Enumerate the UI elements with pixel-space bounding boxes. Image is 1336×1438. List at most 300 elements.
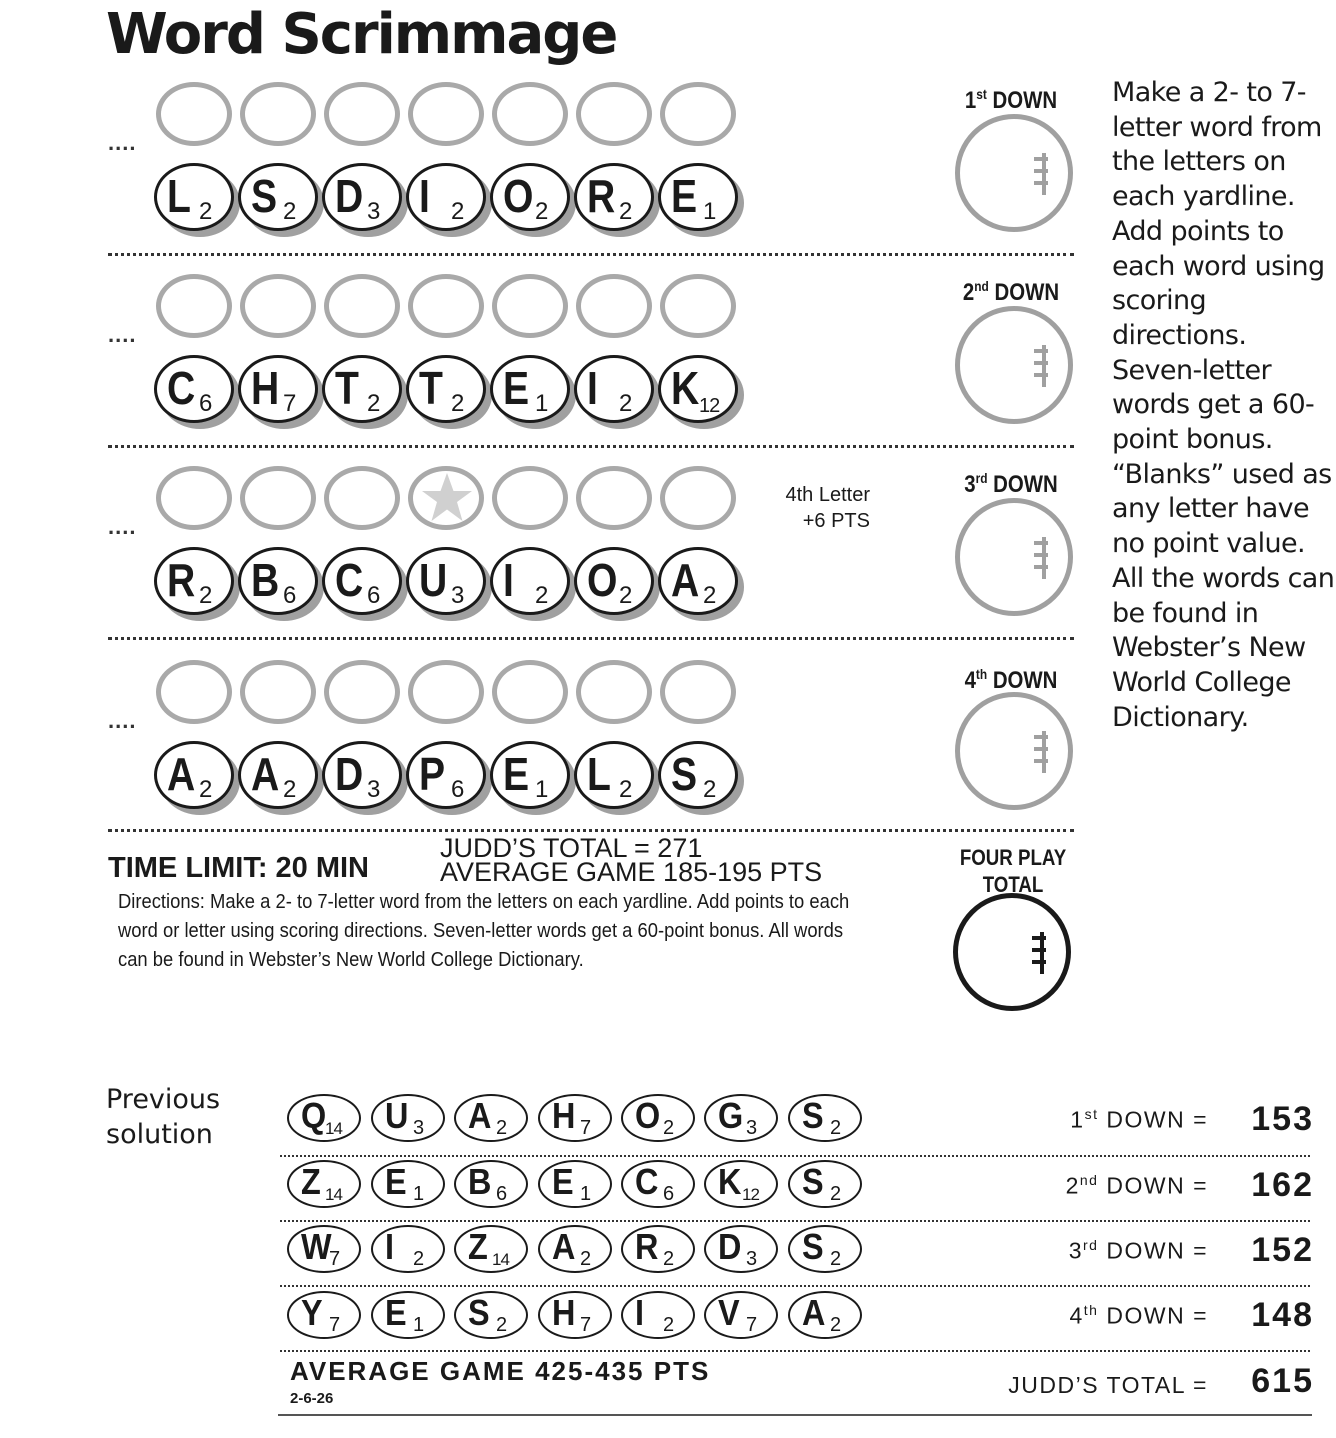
down-word: DOWN = (1098, 1237, 1208, 1264)
down-word: DOWN (986, 87, 1058, 114)
tile-value: 2 (451, 198, 465, 225)
letter-tile (574, 741, 654, 809)
tile-face (406, 741, 486, 809)
solution-tile (538, 1094, 612, 1142)
down-word: DOWN (988, 279, 1060, 306)
tile-letter: I (503, 554, 514, 606)
tile-value: 14 (325, 1119, 342, 1138)
tile-letter: A (251, 748, 280, 800)
letter-tile (238, 741, 318, 809)
solution-down-score: 148 (1251, 1296, 1314, 1334)
yardline-divider (108, 445, 1074, 448)
tile-value: 2 (619, 582, 633, 609)
down-suffix: st (1084, 1106, 1099, 1122)
letter-tile (406, 547, 486, 615)
row-leader: .... (108, 130, 137, 155)
tile-value: 2 (830, 1183, 842, 1205)
tile-face (238, 355, 318, 423)
tile-value: 14 (492, 1250, 509, 1269)
tile-letter: I (385, 1226, 395, 1267)
letter-tile (658, 163, 738, 231)
letter-tile (490, 547, 570, 615)
solution-tile (287, 1094, 361, 1142)
tile-letter: R (635, 1226, 659, 1267)
answer-blank[interactable] (408, 660, 484, 724)
football-laces-icon (1040, 932, 1052, 974)
bottom-rule (278, 1414, 1312, 1416)
puzzle-date: 2-6-26 (290, 1390, 334, 1407)
solution-tile (621, 1225, 695, 1273)
solution-tile (287, 1291, 361, 1339)
tile-face (490, 741, 570, 809)
down-label (956, 666, 1067, 695)
down-label (956, 86, 1067, 115)
tile-face (658, 163, 738, 231)
solution-tile (454, 1225, 528, 1273)
tile-letter: B (251, 554, 280, 606)
solution-down-score: 153 (1251, 1100, 1314, 1138)
tile-face (658, 355, 738, 423)
page-title: Word Scrimmage (106, 2, 617, 67)
tile-letter: I (635, 1292, 645, 1333)
tile-value: 7 (580, 1117, 592, 1139)
solution-tile (538, 1291, 612, 1339)
solution-tile (538, 1225, 612, 1273)
solution-tile (704, 1291, 778, 1339)
tile-face (154, 355, 234, 423)
tile-value: 2 (413, 1248, 425, 1270)
tile-value: 2 (199, 198, 213, 225)
tile-face (238, 163, 318, 231)
down-suffix: rd (1083, 1237, 1099, 1253)
tile-face (154, 163, 234, 231)
solution-tile (454, 1291, 528, 1339)
tile-letter: R (167, 554, 196, 606)
four-play-line-1: FOUR PLAY (959, 845, 1067, 870)
answer-blank[interactable] (240, 82, 316, 146)
down-word: DOWN = (1098, 1172, 1208, 1199)
tile-value: 12 (742, 1185, 759, 1204)
tile-face (322, 547, 402, 615)
tile-value: 1 (580, 1183, 592, 1205)
tile-value: 2 (619, 390, 633, 417)
tile-face (406, 355, 486, 423)
letter-tile (406, 741, 486, 809)
letter-tile (490, 355, 570, 423)
answer-blank[interactable] (156, 466, 232, 530)
tile-letter: C (335, 554, 364, 606)
letter-tile (490, 741, 570, 809)
judd-total-previous-value: 615 (1251, 1362, 1314, 1400)
down-word: DOWN (987, 667, 1058, 694)
answer-blank[interactable] (156, 274, 232, 338)
down-score-football[interactable] (955, 114, 1073, 232)
bonus-line-1: 4th Letter (785, 484, 870, 506)
tile-value: 14 (325, 1185, 342, 1204)
tile-face (574, 355, 654, 423)
average-game-previous: AVERAGE GAME 425-435 PTS (290, 1356, 711, 1386)
letter-tile (154, 355, 234, 423)
solution-down-score: 152 (1251, 1231, 1314, 1269)
down-suffix: th (1083, 1302, 1099, 1318)
tile-letter: A (468, 1095, 492, 1136)
answer-blank[interactable] (576, 466, 652, 530)
tile-letter: S (802, 1095, 824, 1136)
letter-tile (406, 163, 486, 231)
letter-tile (574, 163, 654, 231)
down-suffix: nd (974, 278, 989, 294)
tile-letter: L (587, 748, 611, 800)
answer-blank[interactable] (576, 660, 652, 724)
down-suffix: st (976, 86, 987, 102)
answer-blank[interactable] (492, 466, 568, 530)
tile-value: 2 (496, 1314, 508, 1336)
tile-face (490, 163, 570, 231)
tile-face (406, 547, 486, 615)
solution-down-label (960, 1302, 1208, 1330)
answer-blank[interactable] (660, 660, 736, 724)
row-leader: .... (108, 322, 137, 347)
letter-tile (322, 355, 402, 423)
tile-value: 2 (535, 582, 549, 609)
tile-face (574, 547, 654, 615)
tile-value: 2 (619, 776, 633, 803)
tile-value: 3 (746, 1117, 758, 1139)
answer-blank[interactable] (324, 82, 400, 146)
answer-blank[interactable] (492, 82, 568, 146)
tile-letter: Z (468, 1226, 488, 1267)
answer-blank[interactable] (156, 660, 232, 724)
tile-value: 2 (535, 198, 549, 225)
down-word: DOWN = (1098, 1302, 1208, 1329)
tile-letter: Z (301, 1161, 321, 1202)
tile-letter: U (419, 554, 448, 606)
bonus-star-blank[interactable] (408, 466, 484, 530)
letter-tile (238, 163, 318, 231)
four-play-total-football[interactable] (953, 893, 1071, 1011)
answer-blank[interactable] (408, 274, 484, 338)
tile-face (238, 741, 318, 809)
tile-value: 2 (830, 1248, 842, 1270)
answer-blank[interactable] (660, 466, 736, 530)
answer-blank[interactable] (660, 274, 736, 338)
tile-letter: K (671, 362, 700, 414)
tile-value: 6 (496, 1183, 508, 1205)
tile-value: 7 (746, 1314, 758, 1336)
tile-letter: I (587, 362, 598, 414)
row-leader: .... (108, 514, 137, 539)
solution-tile (621, 1291, 695, 1339)
tile-value: 2 (663, 1314, 675, 1336)
answer-blank[interactable] (576, 82, 652, 146)
tile-value: 6 (663, 1183, 675, 1205)
tile-letter: W (301, 1226, 332, 1267)
tile-letter: S (251, 170, 278, 222)
directions-text: Directions: Make a 2- to 7-letter word from the letters on each yardline. Add points to each word or letter using scoring directions. Seven-letter words get a 60-point bonus. All words can be found in Webster’s New World College Dictionary. (118, 891, 850, 971)
solution-tile (371, 1291, 445, 1339)
tile-letter: E (552, 1161, 574, 1202)
judd-total-previous-label: JUDD’S TOTAL = (1008, 1372, 1208, 1398)
answer-blank[interactable] (576, 274, 652, 338)
answer-blank[interactable] (240, 660, 316, 724)
solution-divider (280, 1350, 1310, 1352)
tile-face (658, 547, 738, 615)
answer-blank[interactable] (324, 660, 400, 724)
star-icon (420, 471, 474, 525)
down-ordinal: 4 (1069, 1302, 1084, 1329)
side-instructions: Make a 2- to 7-letter word from the letters on each yardline. Add points to each word using scoring directions. Seven-letter words get a 60-point bonus. “Blanks” used as any letter have no point value. All the words can be found in Webster’s New World College Dictionary. (1112, 77, 1335, 733)
solution-tile (287, 1225, 361, 1273)
tile-letter: E (503, 748, 530, 800)
down-word: DOWN (987, 471, 1058, 498)
down-score-football[interactable] (955, 306, 1073, 424)
bonus-line-2: +6 PTS (802, 510, 870, 532)
row-leader: .... (108, 708, 137, 733)
tile-value: 2 (663, 1117, 675, 1139)
tile-letter: D (718, 1226, 742, 1267)
tile-letter: S (802, 1226, 824, 1267)
judd-total: JUDD’S TOTAL = 271 (440, 833, 703, 863)
tile-letter: U (385, 1095, 409, 1136)
solution-divider (280, 1285, 1310, 1287)
tile-face (658, 741, 738, 809)
letter-tile (574, 547, 654, 615)
down-ordinal: 2 (962, 279, 975, 306)
tile-letter: D (335, 170, 364, 222)
tile-value: 6 (367, 582, 381, 609)
tile-value: 1 (535, 390, 549, 417)
letter-tile (490, 163, 570, 231)
tile-value: 2 (580, 1248, 592, 1270)
solution-tile (704, 1094, 778, 1142)
solution-tile (287, 1160, 361, 1208)
tile-value: 7 (329, 1314, 341, 1336)
tile-value: 2 (619, 198, 633, 225)
letter-tile (406, 355, 486, 423)
down-suffix: th (975, 666, 988, 682)
letter-tile (574, 355, 654, 423)
letter-tile (154, 741, 234, 809)
average-game: AVERAGE GAME 185-195 PTS (440, 857, 823, 887)
tile-face (154, 741, 234, 809)
tile-letter: A (552, 1226, 576, 1267)
letter-tile (238, 547, 318, 615)
tile-letter: O (587, 554, 618, 606)
tile-letter: T (419, 362, 443, 414)
solution-tile (788, 1291, 862, 1339)
letter-tile (658, 547, 738, 615)
tile-value: 2 (830, 1314, 842, 1336)
down-score-football[interactable] (955, 692, 1073, 810)
tile-letter: E (385, 1161, 407, 1202)
tile-letter: H (251, 362, 280, 414)
tile-face (322, 741, 402, 809)
tile-letter: K (718, 1161, 742, 1202)
solution-tile (704, 1160, 778, 1208)
football-laces-icon (1042, 345, 1054, 387)
yardline-divider (108, 637, 1074, 640)
tile-value: 2 (367, 390, 381, 417)
down-ordinal: 4 (964, 667, 976, 694)
down-suffix: rd (975, 470, 988, 486)
down-ordinal: 2 (1065, 1172, 1080, 1199)
tile-letter: Q (301, 1095, 327, 1136)
answer-blank[interactable] (492, 660, 568, 724)
tile-letter: S (468, 1292, 490, 1333)
tile-letter: S (802, 1161, 824, 1202)
tile-face (574, 741, 654, 809)
solution-tile (788, 1160, 862, 1208)
answer-blank[interactable] (408, 82, 484, 146)
answer-blank[interactable] (240, 274, 316, 338)
solution-tile (621, 1094, 695, 1142)
tile-letter: P (419, 748, 446, 800)
tile-face (490, 547, 570, 615)
tile-value: 3 (451, 582, 465, 609)
football-laces-icon (1042, 731, 1054, 773)
tile-value: 6 (451, 776, 465, 803)
solution-tile (704, 1225, 778, 1273)
tile-letter: C (167, 362, 196, 414)
tile-letter: B (468, 1161, 492, 1202)
tile-face (322, 163, 402, 231)
solution-down-score: 162 (1251, 1166, 1314, 1204)
tile-face (406, 163, 486, 231)
tile-value: 6 (283, 582, 297, 609)
tile-value: 7 (329, 1248, 341, 1270)
tile-value: 1 (535, 776, 549, 803)
tile-letter: A (802, 1292, 826, 1333)
down-ordinal: 3 (964, 471, 976, 498)
tile-value: 1 (413, 1314, 425, 1336)
solution-down-label (960, 1106, 1208, 1134)
solution-tile (538, 1160, 612, 1208)
tile-value: 6 (199, 390, 213, 417)
tile-letter: L (167, 170, 191, 222)
judd-total-overlay (440, 833, 823, 887)
tile-value: 3 (367, 198, 381, 225)
tile-letter: D (335, 748, 364, 800)
previous-line-1: Previous (106, 1084, 221, 1115)
tile-value: 3 (746, 1248, 758, 1270)
solution-tile (788, 1225, 862, 1273)
tile-value: 2 (199, 776, 213, 803)
down-ordinal: 1 (1070, 1106, 1085, 1133)
yardline-divider (108, 829, 1074, 832)
solution-divider (280, 1155, 1310, 1157)
tile-value: 2 (283, 776, 297, 803)
yardline-divider (108, 253, 1074, 256)
answer-blank[interactable] (492, 274, 568, 338)
tile-letter: E (385, 1292, 407, 1333)
tile-value: 2 (451, 390, 465, 417)
tile-value: 3 (367, 776, 381, 803)
tile-letter: T (335, 362, 359, 414)
tile-letter: V (718, 1292, 740, 1333)
tile-letter: I (419, 170, 430, 222)
tile-value: 7 (283, 390, 297, 417)
down-ordinal: 1 (964, 87, 977, 114)
time-limit: TIME LIMIT: 20 MIN (108, 852, 369, 884)
solution-tile (621, 1160, 695, 1208)
answer-blank[interactable] (240, 466, 316, 530)
answer-blank[interactable] (324, 466, 400, 530)
tile-value: 2 (703, 582, 717, 609)
down-score-football[interactable] (955, 498, 1073, 616)
answer-blank[interactable] (156, 82, 232, 146)
tile-letter: O (635, 1095, 661, 1136)
football-laces-icon (1042, 537, 1054, 579)
tile-letter: E (671, 170, 698, 222)
tile-letter: G (718, 1095, 744, 1136)
tile-value: 1 (413, 1183, 425, 1205)
answer-blank[interactable] (660, 82, 736, 146)
previous-line-2: solution (106, 1119, 213, 1150)
tile-value: 2 (663, 1248, 675, 1270)
letter-tile (154, 163, 234, 231)
four-play-label (949, 844, 1077, 898)
tile-letter: Y (301, 1292, 323, 1333)
tile-value: 12 (699, 395, 720, 417)
down-ordinal: 3 (1068, 1237, 1084, 1264)
previous-solution-label (106, 1082, 220, 1152)
tile-letter: H (552, 1292, 576, 1333)
solution-down-label (960, 1172, 1208, 1200)
tile-letter: C (635, 1161, 659, 1202)
tile-value: 1 (703, 198, 717, 225)
four-play-line-2: TOTAL (982, 872, 1044, 897)
letter-tile (322, 163, 402, 231)
letter-tile (658, 355, 738, 423)
tile-letter: E (503, 362, 530, 414)
tile-value: 7 (580, 1314, 592, 1336)
answer-blank[interactable] (324, 274, 400, 338)
solution-tile (371, 1094, 445, 1142)
tile-letter: O (503, 170, 534, 222)
tile-face (322, 355, 402, 423)
letter-tile (322, 741, 402, 809)
tile-letter: R (587, 170, 616, 222)
down-word: DOWN = (1098, 1106, 1208, 1133)
football-laces-icon (1042, 153, 1054, 195)
down-label (956, 278, 1067, 307)
tile-value: 2 (703, 776, 717, 803)
solution-divider (280, 1220, 1310, 1222)
letter-tile (154, 547, 234, 615)
tile-value: 2 (283, 198, 297, 225)
tile-face (238, 547, 318, 615)
tile-face (574, 163, 654, 231)
solution-tile (454, 1094, 528, 1142)
bonus-note (770, 482, 870, 534)
tile-face (154, 547, 234, 615)
solution-tile (371, 1225, 445, 1273)
solution-tile (788, 1094, 862, 1142)
tile-value: 2 (496, 1117, 508, 1139)
down-label (956, 470, 1067, 499)
solution-tile (454, 1160, 528, 1208)
tile-letter: S (671, 748, 698, 800)
tile-letter: A (167, 748, 196, 800)
tile-letter: H (552, 1095, 576, 1136)
tile-face (490, 355, 570, 423)
letter-tile (322, 547, 402, 615)
solution-tile (371, 1160, 445, 1208)
letter-tile (658, 741, 738, 809)
down-suffix: nd (1079, 1172, 1099, 1188)
solution-down-label (960, 1237, 1208, 1265)
tile-value: 2 (199, 582, 213, 609)
